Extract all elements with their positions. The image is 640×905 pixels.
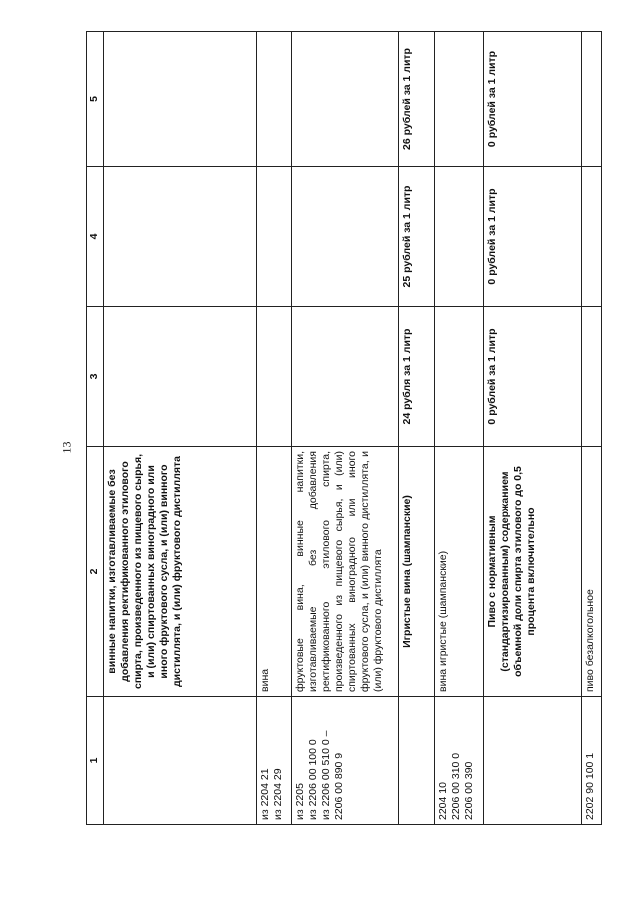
header-col-4: 4: [87, 167, 104, 307]
code-cell: [434, 697, 483, 825]
code-line: 2202 90 100 1: [583, 752, 596, 820]
table-row: [434, 32, 483, 825]
code-cell: [581, 697, 601, 825]
name-cell: вина: [256, 447, 291, 697]
rate-cell-2024: 0 рублей за 1 литр: [484, 167, 582, 307]
code-line: 2206 00 890 9: [333, 752, 346, 820]
rate-cell-2024: [291, 167, 399, 307]
code-line: из 2205: [293, 783, 306, 820]
code-cell: [399, 697, 435, 825]
rate-cell-2023: [434, 307, 483, 447]
header-col-1: 1: [87, 697, 104, 825]
name-cell: Пиво с нормативным (стандартизированным) содержанием объемной доли спирта этилового до 0,5 процента включительно: [484, 447, 582, 697]
rate-cell-2025: [256, 32, 291, 167]
code-cell: [256, 697, 291, 825]
rotated-table-container: [86, 32, 602, 825]
name-cell: фруктовые вина, винные напитки, изготавливаемые без добавления ректификованного этилового спирта, произведенного из пищевого сырья, и (или) спиртованных виноградного или иного фруктового сусла, и (или) винного дистиллята, и (или) фруктового дистиллята: [291, 447, 399, 697]
rate-cell-2024: [103, 167, 256, 307]
rate-cell-2024: 25 рублей за 1 литр: [399, 167, 435, 307]
code-cell: [484, 697, 582, 825]
name-cell: вина игристые (шампанские): [434, 447, 483, 697]
rate-cell-2023: [581, 307, 601, 447]
table-row: [581, 32, 601, 825]
table-row: [103, 32, 256, 825]
code-line: 2204 10: [436, 782, 449, 820]
rate-cell-2025: [581, 32, 601, 167]
rate-cell-2025: [434, 32, 483, 167]
code-cell: [291, 697, 399, 825]
header-row: [87, 32, 104, 825]
code-line: 2206 00 390: [463, 761, 476, 820]
excise-rates-table: [86, 31, 602, 825]
page-number: 13: [59, 441, 74, 454]
rate-cell-2024: [581, 167, 601, 307]
rate-cell-2025: 0 рублей за 1 литр: [484, 32, 582, 167]
rate-cell-2023: 0 рублей за 1 литр: [484, 307, 582, 447]
code-line: из 2204 29: [272, 768, 285, 820]
rate-cell-2024: [256, 167, 291, 307]
table-row: [256, 32, 291, 825]
rate-cell-2023: [256, 307, 291, 447]
rate-cell-2023: [103, 307, 256, 447]
code-line: из 2206 00 510 0 –: [319, 730, 332, 820]
rate-cell-2023: [291, 307, 399, 447]
rate-cell-2025: [103, 32, 256, 167]
table-row: [399, 32, 435, 825]
table-row: [484, 32, 582, 825]
header-col-5: 5: [87, 32, 104, 167]
name-cell: пиво безалкогольное: [581, 447, 601, 697]
table-row: [291, 32, 399, 825]
rate-cell-2025: 26 рублей за 1 литр: [399, 32, 435, 167]
rate-cell-2025: [291, 32, 399, 167]
code-line: из 2204 21: [258, 768, 271, 820]
code-cell: [103, 697, 256, 825]
rate-cell-2024: [434, 167, 483, 307]
code-line: 2206 00 310 0: [449, 752, 462, 820]
code-line: из 2206 00 100 0: [306, 739, 319, 820]
rate-cell-2023: 24 рубля за 1 литр: [399, 307, 435, 447]
name-cell: Игристые вина (шампанские): [399, 447, 435, 697]
header-col-2: 2: [87, 447, 104, 697]
header-col-3: 3: [87, 307, 104, 447]
name-cell: винные напитки, изготавливаемые без добавления ректификованного этилового спирта, произведенного из пищевого сырья, и (или) спиртованных виноградного или иного фруктового сусла, и (или) винного дистиллята, и (или) фруктового дистиллята: [103, 447, 256, 697]
